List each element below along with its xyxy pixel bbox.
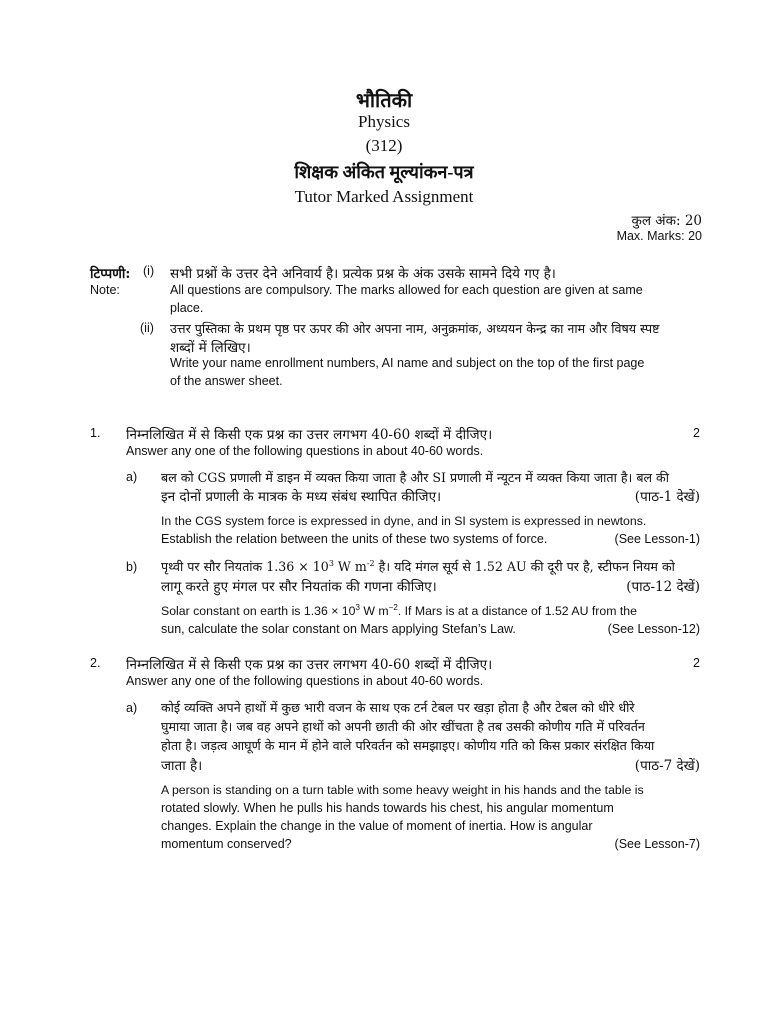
question-1b-english-line2: sun, calculate the solar constant on Mars applying Stefan’s Law. [161, 622, 516, 636]
question-2a-hindi-line4: जाता है। [161, 758, 203, 774]
question-1-instruction-hindi: निम्नलिखित में से किसी एक प्रश्न का उत्तर लगभग 40-60 शब्दों में दीजिए। [126, 427, 493, 443]
max-marks-hindi: कुल अंक: 20 [631, 213, 702, 229]
question-1a-hindi-line1: बल को CGS प्रणाली में डाइन में व्यक्त किया जाता है और SI प्रणाली में न्यूटन में व्यक्त किया जाता है। बल की [161, 470, 669, 485]
question-1b-english-line1: Solar constant on earth is $1.36 \times 10^3$ W $m^{-2}$. If Mars is at a distance of 1.52 AU from the [161, 603, 637, 619]
question-1a-english-line1: In the CGS system force is expressed in dyne, and in SI system is expressed in newtons. [161, 514, 647, 528]
question-1b-hindi-line1: पृथ्वी पर सौर नियतांक $1.36 \times 10^3$ W $m^{-2}$ है। यदि मंगल सूर्य से 1.52 AU की दूरी पर है, स्टीफन नियम को [161, 558, 675, 574]
note-i-english-line2: place. [170, 301, 204, 315]
question-1a-lesson-ref-english: (See Lesson-1) [614, 532, 700, 546]
note-i-english-line1: All questions are compulsory. The marks allowed for each question are given at same [170, 283, 643, 297]
assignment-title-hindi: शिक्षक अंकित मूल्यांकन-पत्र [294, 162, 474, 182]
note-label-hindi: टिप्पणी: [90, 266, 131, 282]
question-2a-english-line1: A person is standing on a turn table with some heavy weight in his hands and the table is [161, 783, 644, 797]
note-ii-hindi-line2: शब्दों में लिखिए। [170, 340, 251, 356]
question-1a-marker: a) [126, 470, 138, 484]
note-i-hindi: सभी प्रश्नों के उत्तर देने अनिवार्य है। प्रत्येक प्रश्न के अंक उसके सामने दिये गए है। [170, 266, 556, 282]
subject-title-english: Physics [358, 112, 410, 131]
question-1b-lesson-ref-english: (See Lesson-12) [607, 622, 700, 636]
subject-code: (312) [365, 136, 403, 155]
question-2a-hindi-line2: घुमाया जाता है। जब वह अपने हाथों को अपनी छाती की ओर खींचता है तब उसकी कोणीय गति में परिवर्तन [161, 719, 645, 734]
question-1b-lesson-ref-hindi: (पाठ-12 देखें) [626, 579, 700, 595]
note-i-marker: (i) [143, 264, 155, 278]
note-label-english: Note: [90, 283, 120, 297]
question-1a-hindi-line2: इन दोनों प्रणाली के मात्रक के मध्य संबंध स्थापित कीजिए। [161, 489, 442, 505]
question-1-number: 1. [90, 426, 101, 440]
note-ii-marker: (ii) [140, 321, 154, 335]
question-1a-english-line2: Establish the relation between the units of these two systems of force. [161, 532, 548, 546]
note-ii-english-line2: of the answer sheet. [170, 374, 283, 388]
question-2-instruction-english: Answer any one of the following questions in about 40-60 words. [126, 674, 484, 688]
question-1-marks: 2 [693, 426, 700, 440]
note-ii-hindi-line1: उत्तर पुस्तिका के प्रथम पृष्ठ पर ऊपर की ओर अपना नाम, अनुक्रमांक, अध्ययन केन्द्र का नाम और विषय स्पष्ट [170, 321, 660, 336]
note-ii-english-line1: Write your name enrollment numbers, AI name and subject on the top of the first page [170, 356, 645, 370]
question-2a-lesson-ref-english: (See Lesson-7) [614, 837, 700, 851]
subject-title-hindi: भौतिकी [355, 90, 413, 112]
question-2-instruction-hindi: निम्नलिखित में से किसी एक प्रश्न का उत्तर लगभग 40-60 शब्दों में दीजिए। [126, 657, 493, 673]
assignment-title-english: Tutor Marked Assignment [294, 187, 474, 206]
question-1a-lesson-ref-hindi: (पाठ-1 देखें) [634, 489, 700, 505]
question-1b-marker: b) [126, 560, 138, 574]
question-2a-english-line3: changes. Explain the change in the value of moment of inertia. How is angular [161, 819, 593, 833]
question-2a-marker: a) [126, 701, 138, 715]
question-1-instruction-english: Answer any one of the following questions in about 40-60 words. [126, 444, 484, 458]
max-marks-english: Max. Marks: 20 [616, 229, 702, 243]
question-2a-english-line4: momentum conserved? [161, 837, 292, 851]
question-1b-hindi-line2: लागू करते हुए मंगल पर सौर नियतांक की गणना कीजिए। [161, 579, 437, 595]
question-2a-english-line2: rotated slowly. When he pulls his hands towards his chest, his angular momentum [161, 801, 614, 815]
question-2-number: 2. [90, 656, 101, 670]
question-2a-lesson-ref-hindi: (पाठ-7 देखें) [634, 758, 700, 774]
question-2a-hindi-line3: होता है। जड़त्व आघूर्ण के मान में होने वाले परिवर्तन को समझाइए। कोणीय गति को किस प्रकार संरक्षित किया [161, 738, 655, 753]
question-2a-hindi-line1: कोई व्यक्ति अपने हाथों में कुछ भारी वजन के साथ एक टर्न टेबल पर खड़ा होता है और टेबल को धीरे धीरे [161, 700, 635, 715]
question-2-marks: 2 [693, 656, 700, 670]
